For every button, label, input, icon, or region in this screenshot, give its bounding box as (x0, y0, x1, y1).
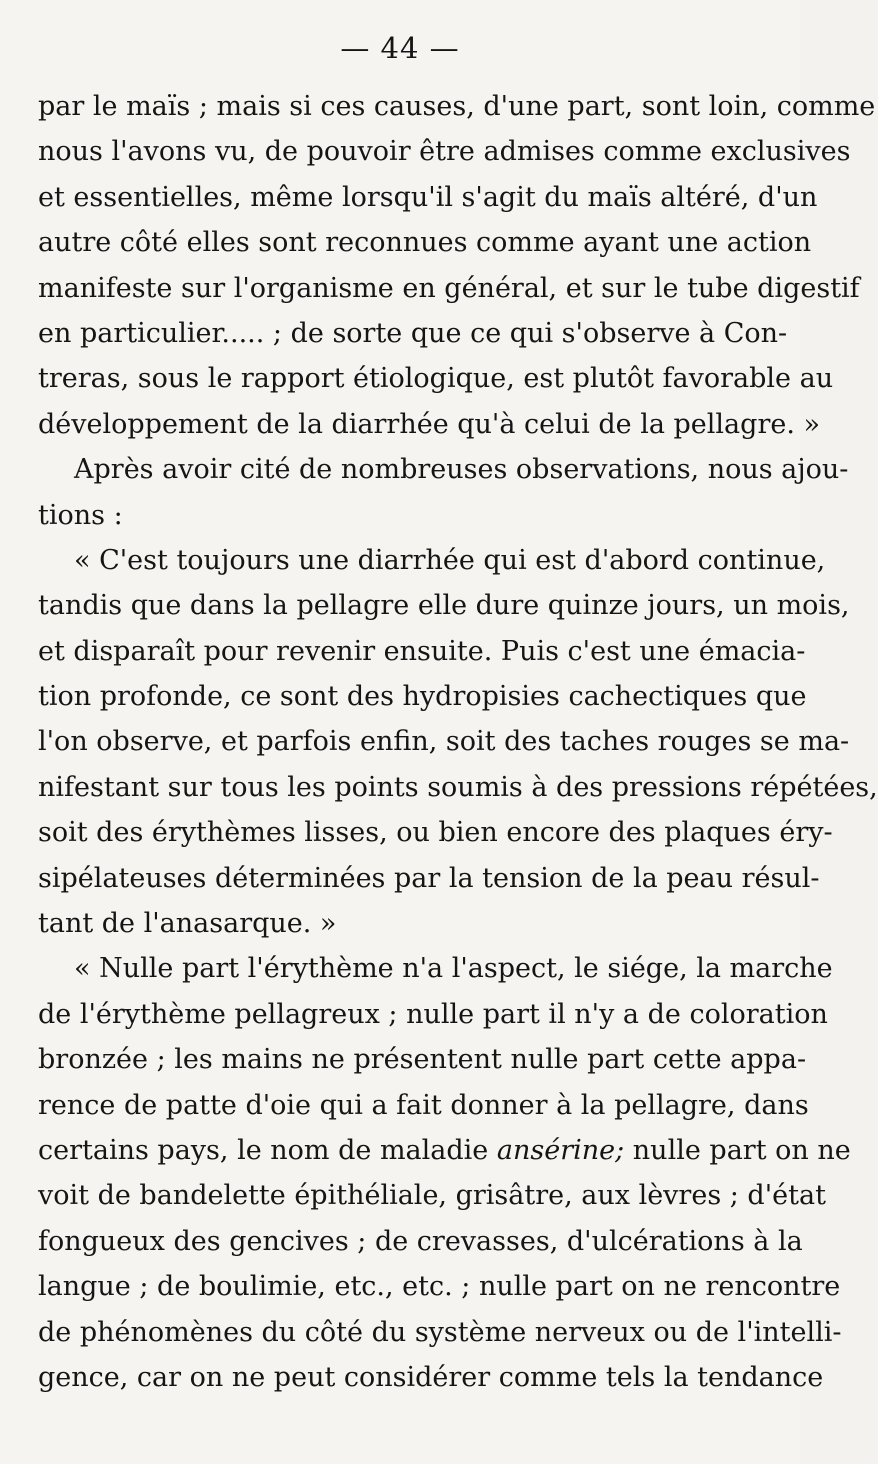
text-line: Après avoir cité de nombreuses observations, nous ajou- (74, 454, 849, 486)
text-line: sipélateuses déterminées par la tension de la peau résul- (38, 862, 820, 894)
text-line: voit de bandelette épithéliale, grisâtre, aux lèvres ; d'état (38, 1180, 826, 1212)
text-line: tant de l'anasarque. » (38, 908, 337, 940)
text-line: « Nulle part l'érythème n'a l'aspect, le siége, la marche (74, 953, 833, 985)
text-line (38, 1128, 851, 1173)
text-line: l'on observe, et parfois enfin, soit des taches rouges se ma- (38, 726, 850, 758)
text-line: de l'érythème pellagreux ; nulle part il n'y a de coloration (38, 998, 828, 1030)
text-line: rence de patte d'oie qui a fait donner à la pellagre, dans (38, 1089, 809, 1121)
text-line: « C'est toujours une diarrhée qui est d'abord continue, (74, 544, 826, 576)
page-body (38, 84, 878, 1400)
text-line: autre côté elles sont reconnues comme ayant une action (38, 227, 812, 259)
text-line: langue ; de boulimie, etc., etc. ; nulle part on ne rencontre (38, 1271, 841, 1303)
text-line: bronzée ; les mains ne présentent nulle part cette appa- (38, 1044, 807, 1076)
text-line: tion profonde, ce sont des hydropisies cachectiques que (38, 681, 807, 713)
text-line: en particulier..... ; de sorte que ce qui s'observe à Con- (38, 317, 788, 349)
text-line: tandis que dans la pellagre elle dure quinze jours, un mois, (38, 590, 850, 622)
text-line: gence, car on ne peut considérer comme tels la tendance (38, 1361, 824, 1393)
text-line: treras, sous le rapport étiologique, est plutôt favorable au (38, 363, 834, 395)
text-line: nifestant sur tous les points soumis à des pressions répétées, (38, 771, 878, 803)
text-segment: certains pays, le nom de maladie (38, 1134, 489, 1166)
text-line: et essentielles, même lorsqu'il s'agit du maïs altéré, d'un (38, 181, 818, 213)
text-line: manifeste sur l'organisme en général, et sur le tube digestif (38, 272, 860, 304)
text-line: de phénomènes du côté du système nerveux ou de l'intelli- (38, 1316, 842, 1348)
text-line: tions : (38, 499, 123, 531)
text-line: fongueux des gencives ; de crevasses, d'ulcérations à la (38, 1225, 803, 1257)
italic-term: ansérine; (496, 1134, 625, 1166)
text-line: développement de la diarrhée qu'à celui de la pellagre. » (38, 408, 821, 440)
text-line: soit des érythèmes lisses, ou bien encore des plaques éry- (38, 817, 833, 849)
text-line: et disparaît pour revenir ensuite. Puis c'est une émacia- (38, 635, 806, 667)
text-line: nous l'avons vu, de pouvoir être admises comme exclusives (38, 136, 851, 168)
text-segment: nulle part on ne (632, 1134, 851, 1166)
page-number: — 44 — (340, 31, 460, 65)
text-line: par le maïs ; mais si ces causes, d'une part, sont loin, comme (38, 91, 876, 122)
